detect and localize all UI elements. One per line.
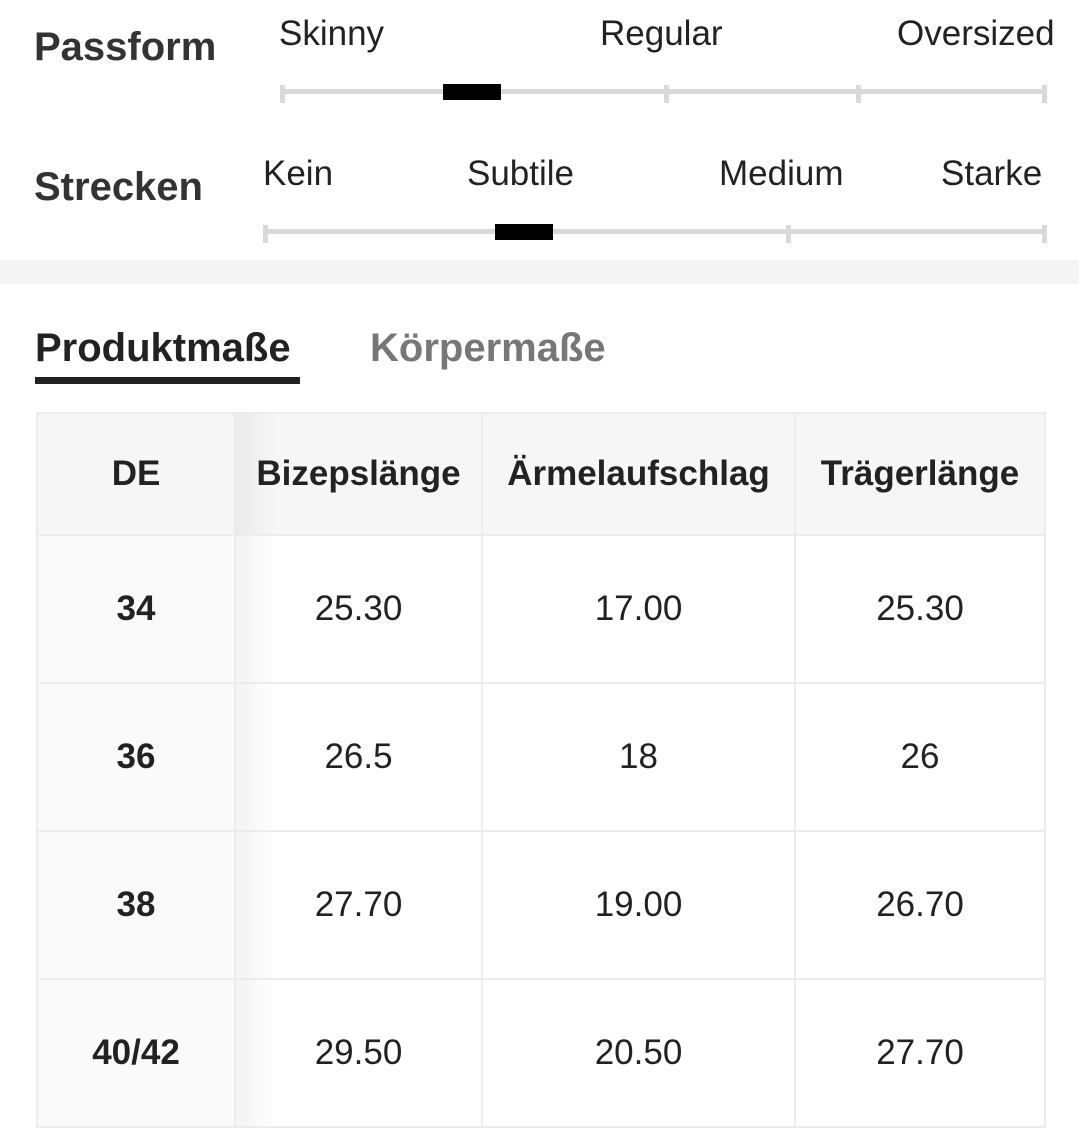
tab-produktmasse[interactable]: Produktmaße: [35, 326, 291, 370]
bizepslaenge-cell: 25.30: [235, 535, 482, 683]
active-tab-indicator: [35, 377, 300, 384]
strecken-label-kein: Kein: [263, 154, 334, 193]
traegerlaenge-cell: 26: [795, 683, 1045, 831]
aermelaufschlag-cell: 19.00: [482, 831, 795, 979]
strecken-scale: [0, 140, 1079, 260]
traegerlaenge-cell: 26.70: [795, 831, 1045, 979]
table-row: [37, 831, 1045, 979]
strecken-track: [263, 229, 1047, 234]
strecken-tick: [263, 225, 268, 243]
strecken-label-starke: Starke: [941, 154, 1043, 193]
header-traegerlaenge: Trägerlänge: [795, 413, 1045, 535]
strecken-tick: [786, 225, 791, 243]
size-cell: 38: [37, 831, 235, 979]
table-header-row: [37, 413, 1045, 535]
size-cell: 36: [37, 683, 235, 831]
size-cell: 34: [37, 535, 235, 683]
traegerlaenge-cell: 27.70: [795, 979, 1045, 1127]
strecken-label-subtile: Subtile: [467, 154, 575, 193]
bizepslaenge-cell: 29.50: [235, 979, 482, 1127]
passform-selected-marker: [443, 84, 501, 100]
passform-tick: [664, 85, 669, 103]
section-divider: [0, 260, 1079, 284]
aermelaufschlag-cell: 18: [482, 683, 795, 831]
strecken-title: Strecken: [34, 165, 203, 209]
bizepslaenge-cell: 26.5: [235, 683, 482, 831]
table-row: [37, 683, 1045, 831]
passform-label-skinny: Skinny: [279, 14, 385, 53]
passform-scale: [0, 0, 1079, 120]
passform-label-regular: Regular: [600, 14, 723, 53]
passform-tick: [856, 85, 861, 103]
traegerlaenge-cell: 25.30: [795, 535, 1045, 683]
header-de: DE: [37, 413, 235, 535]
size-table: [36, 412, 1046, 1128]
size-cell: 40/42: [37, 979, 235, 1127]
strecken-label-medium: Medium: [719, 154, 844, 193]
table-row: [37, 535, 1045, 683]
bizepslaenge-cell: 27.70: [235, 831, 482, 979]
header-bizepslaenge: Bizepslänge: [235, 413, 482, 535]
aermelaufschlag-cell: 17.00: [482, 535, 795, 683]
passform-label-oversized: Oversized: [897, 14, 1055, 53]
passform-tick: [280, 85, 285, 103]
aermelaufschlag-cell: 20.50: [482, 979, 795, 1127]
strecken-tick: [1042, 225, 1047, 243]
header-aermelaufschlag: Ärmelaufschlag: [482, 413, 795, 535]
passform-tick: [1042, 85, 1047, 103]
passform-title: Passform: [34, 25, 217, 69]
tab-koerpermasse[interactable]: Körpermaße: [370, 326, 606, 370]
strecken-selected-marker: [495, 224, 553, 240]
table-row: [37, 979, 1045, 1127]
